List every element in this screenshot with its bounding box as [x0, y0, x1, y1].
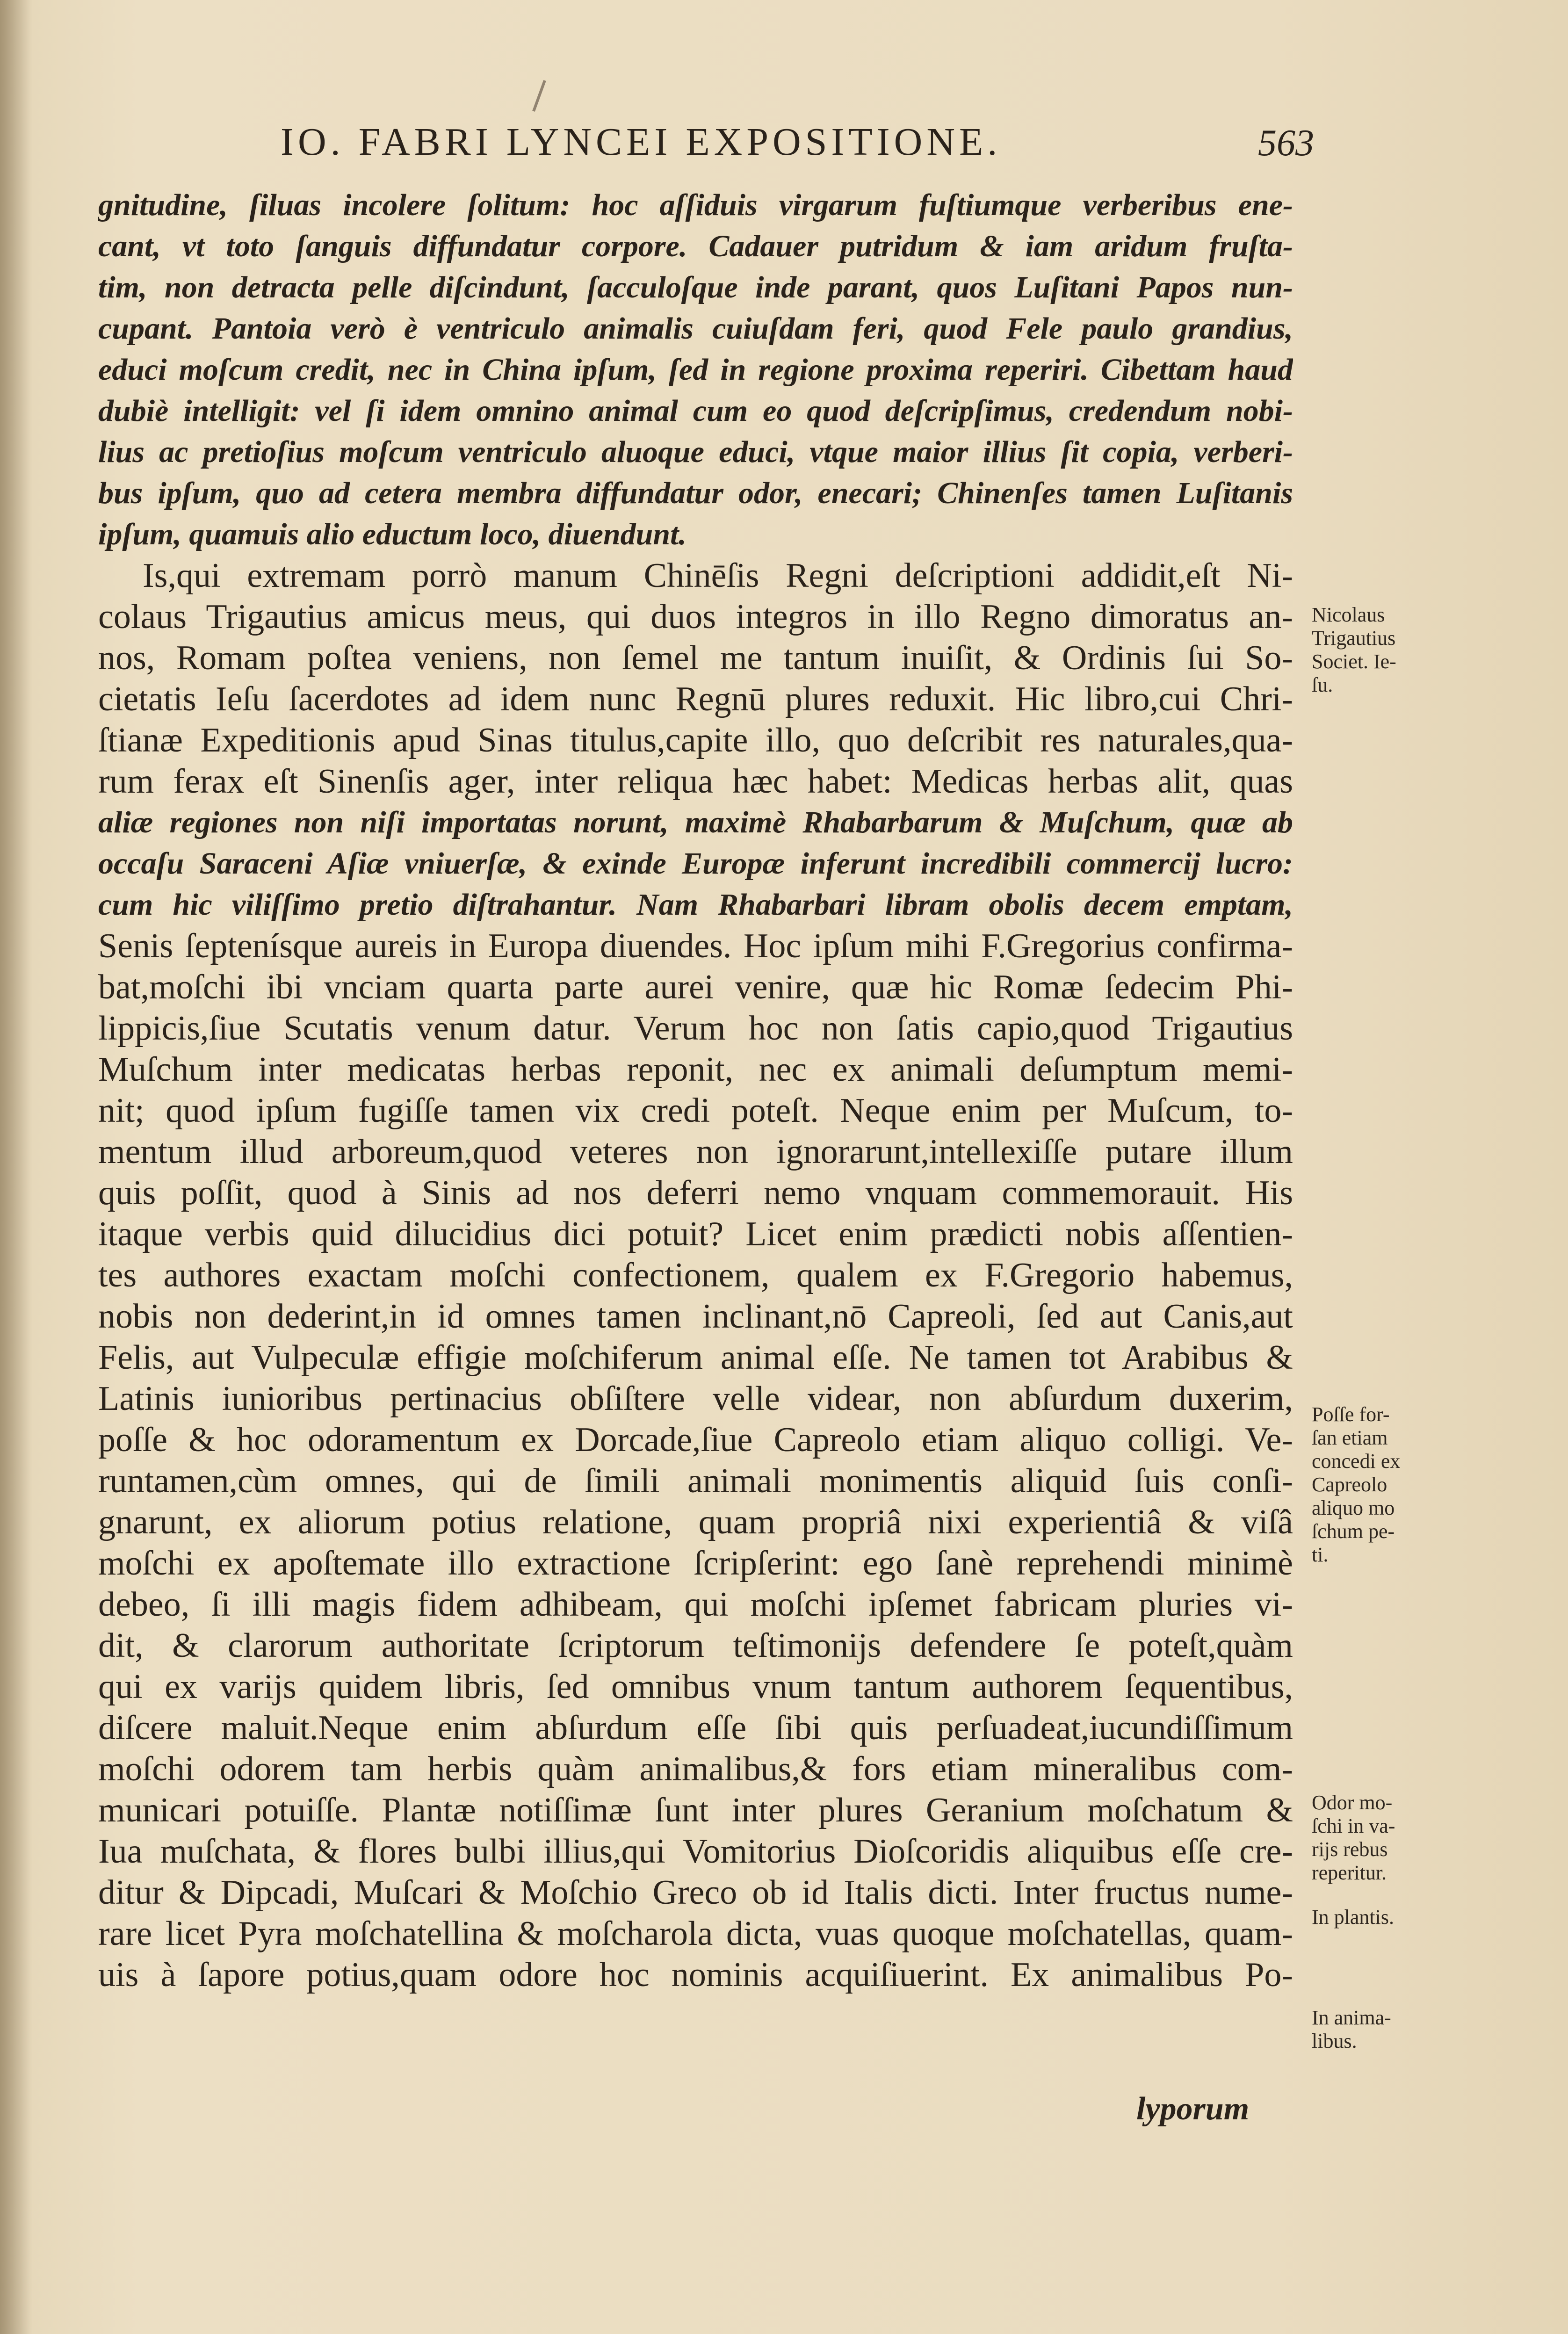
- text-line: tim, non detracta pelle diſcindunt, ſacculoſque inde parant, quos Luſitani Papos nun-: [98, 270, 1293, 304]
- text-line: lippicis,ſiue Scutatis venum datur. Verum hoc non ſatis capio,quod Trigautius: [98, 1009, 1293, 1048]
- stray-ink-mark: [532, 80, 546, 112]
- text-line: tes authores exactam moſchi confectionem, qualem ex F.Gregorio habemus,: [98, 1256, 1293, 1294]
- margin-note-line: ſchum pe-: [1312, 1520, 1395, 1543]
- margin-note-line: Poſſe for-: [1312, 1403, 1390, 1426]
- text-line: quis poſſit, quod à Sinis ad nos deferri nemo vnquam commemorauit. His: [98, 1174, 1293, 1212]
- text-line: Muſchum inter medicatas herbas reponit, nec ex animali deſumptum memi-: [98, 1050, 1293, 1089]
- text-line: debeo, ſi illi magis fidem adhibeam, qui moſchi ipſemet fabricam pluries vi-: [98, 1585, 1293, 1624]
- text-line: dubiè intelligit: vel ſi idem omnino animal cum eo quod deſcripſimus, credendum nobi-: [98, 394, 1293, 428]
- text-line: bat,moſchi ibi vnciam quarta parte aurei venire, quæ hic Romæ ſedecim Phi-: [98, 968, 1293, 1006]
- text-line: rum ferax eſt Sinenſis ager, inter reliqua hæc habet: Medicas herbas alit, quas: [98, 762, 1293, 801]
- text-line: Is,qui extremam porrò manum Chinēſis Regni deſcriptioni addidit,eſt Ni-: [143, 556, 1293, 595]
- margin-note-line: rijs rebus: [1312, 1838, 1388, 1861]
- margin-note-line: libus.: [1312, 2030, 1357, 2052]
- text-line: ipſum, quamuis alio eductum loco, diuendunt.: [98, 517, 686, 551]
- margin-note-line: ti.: [1312, 1543, 1329, 1566]
- page-header: [281, 119, 1314, 175]
- text-line: moſchi odorem tam herbis quàm animalibus,& fors etiam mineralibus com-: [98, 1750, 1293, 1788]
- text-line: Senis ſeptenísque aureis in Europa diuendes. Hoc ipſum mihi F.Gregorius confirma-: [98, 927, 1293, 965]
- gutter-shadow: [0, 0, 33, 2334]
- text-line: Felis, aut Vulpeculæ effigie moſchiferum animal eſſe. Ne tamen tot Arabibus &: [98, 1338, 1293, 1377]
- text-line: qui ex varijs quidem libris, ſed omnibus vnum tantum authorem ſequentibus,: [98, 1668, 1293, 1706]
- text-line: nos, Romam poſtea veniens, non ſemel me tantum inuiſit, & Ordinis ſui So-: [98, 639, 1293, 677]
- text-line: aliæ regiones non niſi importatas norunt, maximè Rhabarbarum & Muſchum, quæ ab: [98, 805, 1293, 839]
- text-line: nit; quod ipſum fugiſſe tamen vix credi poteſt. Neque enim per Muſcum, to-: [98, 1091, 1293, 1130]
- text-line: occaſu Saraceni Aſiæ vniuerſæ, & exinde Europæ inferunt incredibili commercij lucro:: [98, 846, 1293, 881]
- text-line: poſſe & hoc odoramentum ex Dorcade,ſiue Capreolo etiam aliquo colligi. Ve-: [98, 1421, 1293, 1459]
- text-line: ſtianæ Expeditionis apud Sinas titulus,capite illo, quo deſcribit res naturales,qua-: [98, 721, 1293, 759]
- catchword: lyporum: [1136, 2091, 1250, 2127]
- page-number: 563: [1258, 123, 1314, 164]
- margin-note-line: reperitur.: [1312, 1861, 1387, 1884]
- text-line: gnitudine, ſiluas incolere ſolitum: hoc aſſiduis virgarum fuſtiumque verberibus ene-: [98, 188, 1293, 222]
- margin-note-line: ſchi in va-: [1312, 1814, 1395, 1837]
- text-line: Latinis iunioribus pertinacius obſiſtere velle videar, non abſurdum duxerim,: [98, 1380, 1293, 1418]
- margin-note: [1312, 603, 1433, 697]
- text-line: ditur & Dipcadi, Muſcari & Moſchio Greco ob id Italis dicti. Inter fructus nume-: [98, 1873, 1293, 1912]
- text-line: runtamen,cùm omnes, qui de ſimili animali monimentis aliquid ſuis conſi-: [98, 1462, 1293, 1500]
- text-line: rare licet Pyra moſchatellina & moſcharola dicta, vuas quoque moſchatellas, quam-: [98, 1915, 1293, 1953]
- margin-note-line: Capreolo: [1312, 1473, 1387, 1496]
- text-line: cum hic viliſſimo pretio diſtrahantur. Nam Rhabarbari libram obolis decem emptam,: [98, 888, 1293, 922]
- margin-note-line: Societ. Ie-: [1312, 650, 1396, 673]
- body-text: [98, 185, 1293, 1995]
- margin-note-line: concedi ex: [1312, 1450, 1401, 1473]
- text-line: cupant. Pantoia verò è ventriculo animalis cuiuſdam feri, quod Fele paulo grandius,: [98, 311, 1293, 346]
- text-line: gnarunt, ex aliorum potius relatione, quam propriâ nixi experientiâ & viſâ: [98, 1503, 1293, 1541]
- margin-note-line: In anima-: [1312, 2006, 1391, 2029]
- text-line: bus ipſum, quo ad cetera membra diffundatur odor, enecari; Chinenſes tamen Luſitanis: [98, 476, 1293, 510]
- text-line: educi moſcum credit, nec in China ipſum, ſed in regione proxima reperiri. Cibettam haud: [98, 353, 1293, 387]
- text-line: dit, & clarorum authoritate ſcriptorum teſtimonijs defendere ſe poteſt,quàm: [98, 1626, 1293, 1665]
- text-line: diſcere maluit.Neque enim abſurdum eſſe ſibi quis perſuadeat,iucundiſſimum: [98, 1709, 1293, 1747]
- margin-note: [1312, 1906, 1433, 1929]
- margin-note-line: ſu.: [1312, 673, 1333, 696]
- text-line: municari potuiſſe. Plantæ notiſſimæ ſunt inter plures Geranium moſchatum &: [98, 1791, 1293, 1829]
- running-title: IO. FABRI LYNCEI EXPOSITIONE.: [281, 120, 1002, 164]
- margin-note: [1312, 2006, 1433, 2053]
- margin-note-line: aliquo mo: [1312, 1496, 1395, 1519]
- text-line: nobis non dederint,in id omnes tamen inclinant,nō Capreoli, ſed aut Canis,aut: [98, 1297, 1293, 1336]
- text-line: cant, vt toto ſanguis diffundatur corpore. Cadauer putridum & iam aridum fruſta-: [98, 229, 1293, 263]
- text-line: Iua muſchata, & flores bulbi illius,qui Vomitorius Dioſcoridis aliquibus eſſe cre-: [98, 1832, 1293, 1871]
- margin-note-line: Nicolaus: [1312, 603, 1385, 626]
- margin-note-line: In plantis.: [1312, 1906, 1394, 1929]
- text-line: colaus Trigautius amicus meus, qui duos integros in illo Regno dimoratus an-: [98, 598, 1293, 636]
- margin-note-line: ſan etiam: [1312, 1426, 1388, 1449]
- text-line: uis à ſapore potius,quam odore hoc nominis acquiſiuerint. Ex animalibus Po-: [98, 1956, 1293, 1994]
- text-line: itaque verbis quid dilucidius dici potuit? Licet enim prædicti nobis aſſentien-: [98, 1215, 1293, 1253]
- margin-note-line: Trigautius: [1312, 627, 1396, 650]
- margin-note: [1312, 1403, 1433, 1567]
- margin-note: [1312, 1791, 1433, 1885]
- text-line: mentum illud arboreum,quod veteres non ignorarunt,intellexiſſe putare illum: [98, 1133, 1293, 1171]
- text-line: lius ac pretioſius moſcum ventriculo aluoque educi, vtque maior illius ſit copia, verberi-: [98, 435, 1293, 469]
- text-line: moſchi ex apoſtemate illo extractione ſcripſerint: ego ſanè reprehendi minimè: [98, 1544, 1293, 1582]
- margin-note-line: Odor mo-: [1312, 1791, 1393, 1814]
- text-line: cietatis Ieſu ſacerdotes ad idem nunc Regnū plures reduxit. Hic libro,cui Chri-: [98, 680, 1293, 718]
